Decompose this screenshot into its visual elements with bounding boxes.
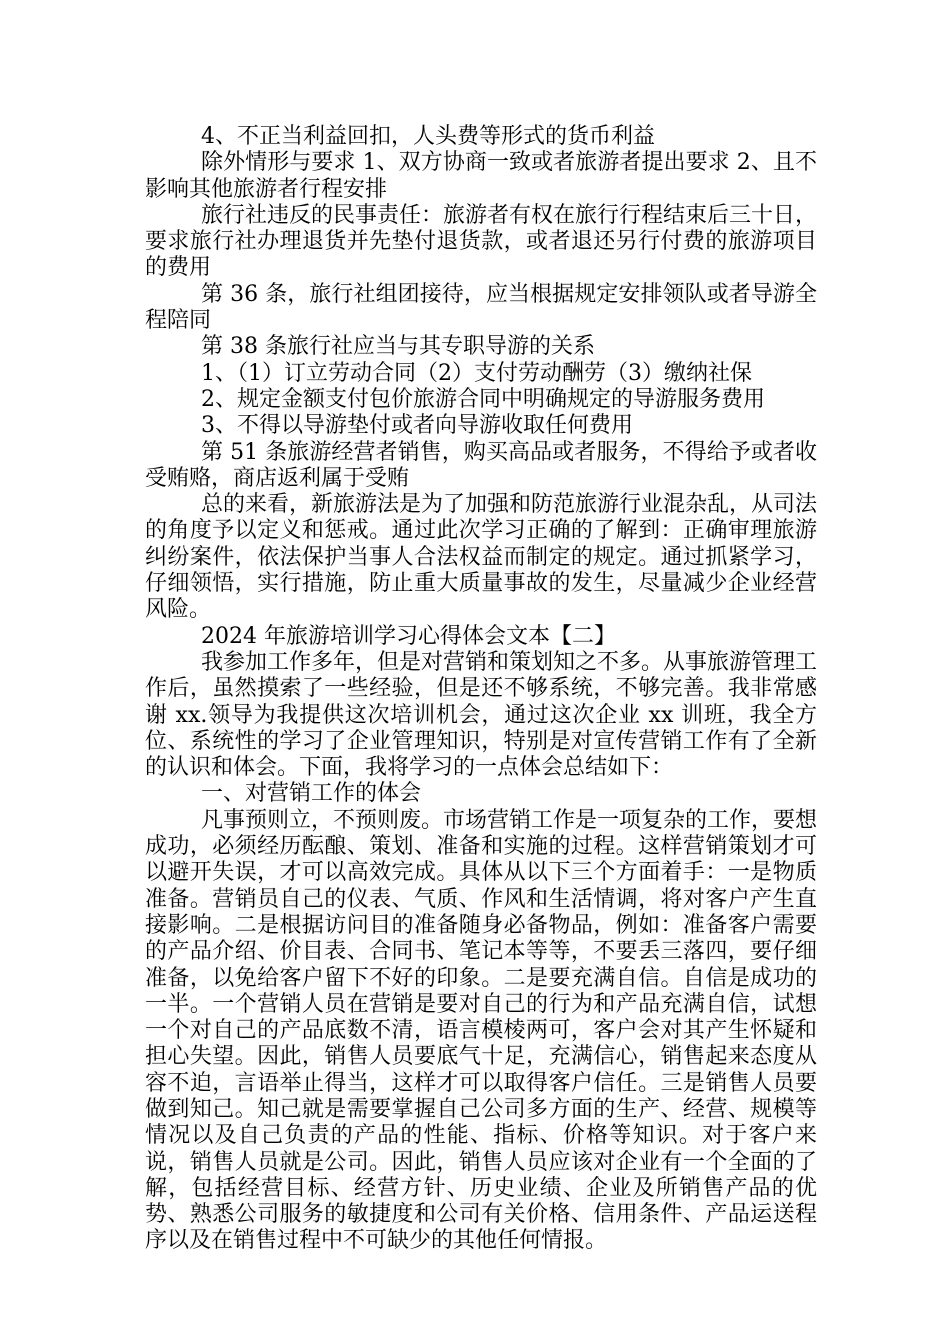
document-page xyxy=(145,124,817,1255)
paragraph-item-1: 1、（1）订立劳动合同（2）支付劳动酬劳（3）缴纳社保 xyxy=(201,360,752,386)
paragraph-introduction: 我参加工作多年，但是对营销和策划知之不多。从事旅游管理工作后，虽然摸索了一些经验，但是还不够系统，不够完善。我非常感谢 xx.领导为我提供这次培训机会，通过这次企业 xx 训班，我全方位、系统性的学习了企业管理知识，特别是对宣传营销工作有了全新的认识和体会。下面，我将学习的一点体会总结如下： xyxy=(145,649,818,781)
subheading-marketing: 一、对营销工作的体会 xyxy=(201,781,422,807)
paragraph-article-38: 第 38 条旅行社应当与其专职导游的关系 xyxy=(201,334,595,360)
paragraph-marketing-body: 凡事预则立，不预则废。市场营销工作是一项复杂的工作，要想成功，必须经历酝酿、策划、准备和实施的过程。这样营销策划才可以避开失误，才可以高效完成。具体从以下三个方面着手：一是物质准备。营销员自己的仪表、气质、作风和生活情调，将对客户产生直接影响。二是根据访问目的准备随身必备物品，例如：准备客户需要的产品介绍、价目表、合同书、笔记本等等，不要丢三落四，要仔细准备，以免给客户留下不好的印象。二是要充满自信。自信是成功的一半。一个营销人员在营销是要对自己的行为和产品充满自信，试想一个对自己的产品底数不清，语言模棱两可，客户会对其产生怀疑和担心失望。因此，销售人员要底气十足，充满信心，销售起来态度从容不迫，言语举止得当，这样才可以取得客户信任。三是销售人员要做到知己。知己就是需要掌握自己公司多方面的生产、经营、规模等情况以及自己负责的产品的性能、指标、价格等知识。对于客户来说，销售人员就是公司。因此，销售人员应该对企业有一个全面的了解，包括经营目标、经营方针、历史业绩、企业及所销售产品的优势、熟悉公司服务的敏捷度和公司有关价格、信用条件、产品运送程序以及在销售过程中不可缺少的其他任何情报。 xyxy=(145,807,818,1254)
paragraph-item-3: 3、不得以导游垫付或者向导游收取任何费用 xyxy=(201,413,633,439)
paragraph-civil-liability: 旅行社违反的民事责任：旅游者有权在旅行行程结束后三十日，要求旅行社办理退货并先垫付退货款，或者退还另行付费的旅游项目的费用 xyxy=(145,202,818,281)
paragraph-exceptions: 除外情形与要求 1、双方协商一致或者旅游者提出要求 2、且不影响其他旅游者行程安排 xyxy=(145,150,817,202)
paragraph-item-2: 2、规定金额支付包价旅游合同中明确规定的导游服务费用 xyxy=(201,386,765,412)
paragraph-article-36: 第 36 条，旅行社组团接待，应当根据规定安排领队或者导游全程陪同 xyxy=(145,281,817,334)
paragraph-article-51: 第 51 条旅游经营者销售，购买高品或者服务，不得给予或者收受贿赂，商店返利属于受贿 xyxy=(145,439,817,491)
paragraph-summary: 总的来看，新旅游法是为了加强和防范旅游行业混杂乱，从司法的角度予以定义和惩戒。通过此次学习正确的了解到：正确审理旅游纠纷案件，依法保护当事人合法权益而制定的规定。通过抓紧学习，仔细领悟，实行措施，防止重大质量事故的发生，尽量减少企业经营风险。 xyxy=(145,492,818,623)
paragraph-rebate-item: 4、不正当利益回扣，人头费等形式的货币利益 xyxy=(201,124,655,149)
section-heading-two: 2024 年旅游培训学习心得体会文本【二】 xyxy=(201,623,616,649)
